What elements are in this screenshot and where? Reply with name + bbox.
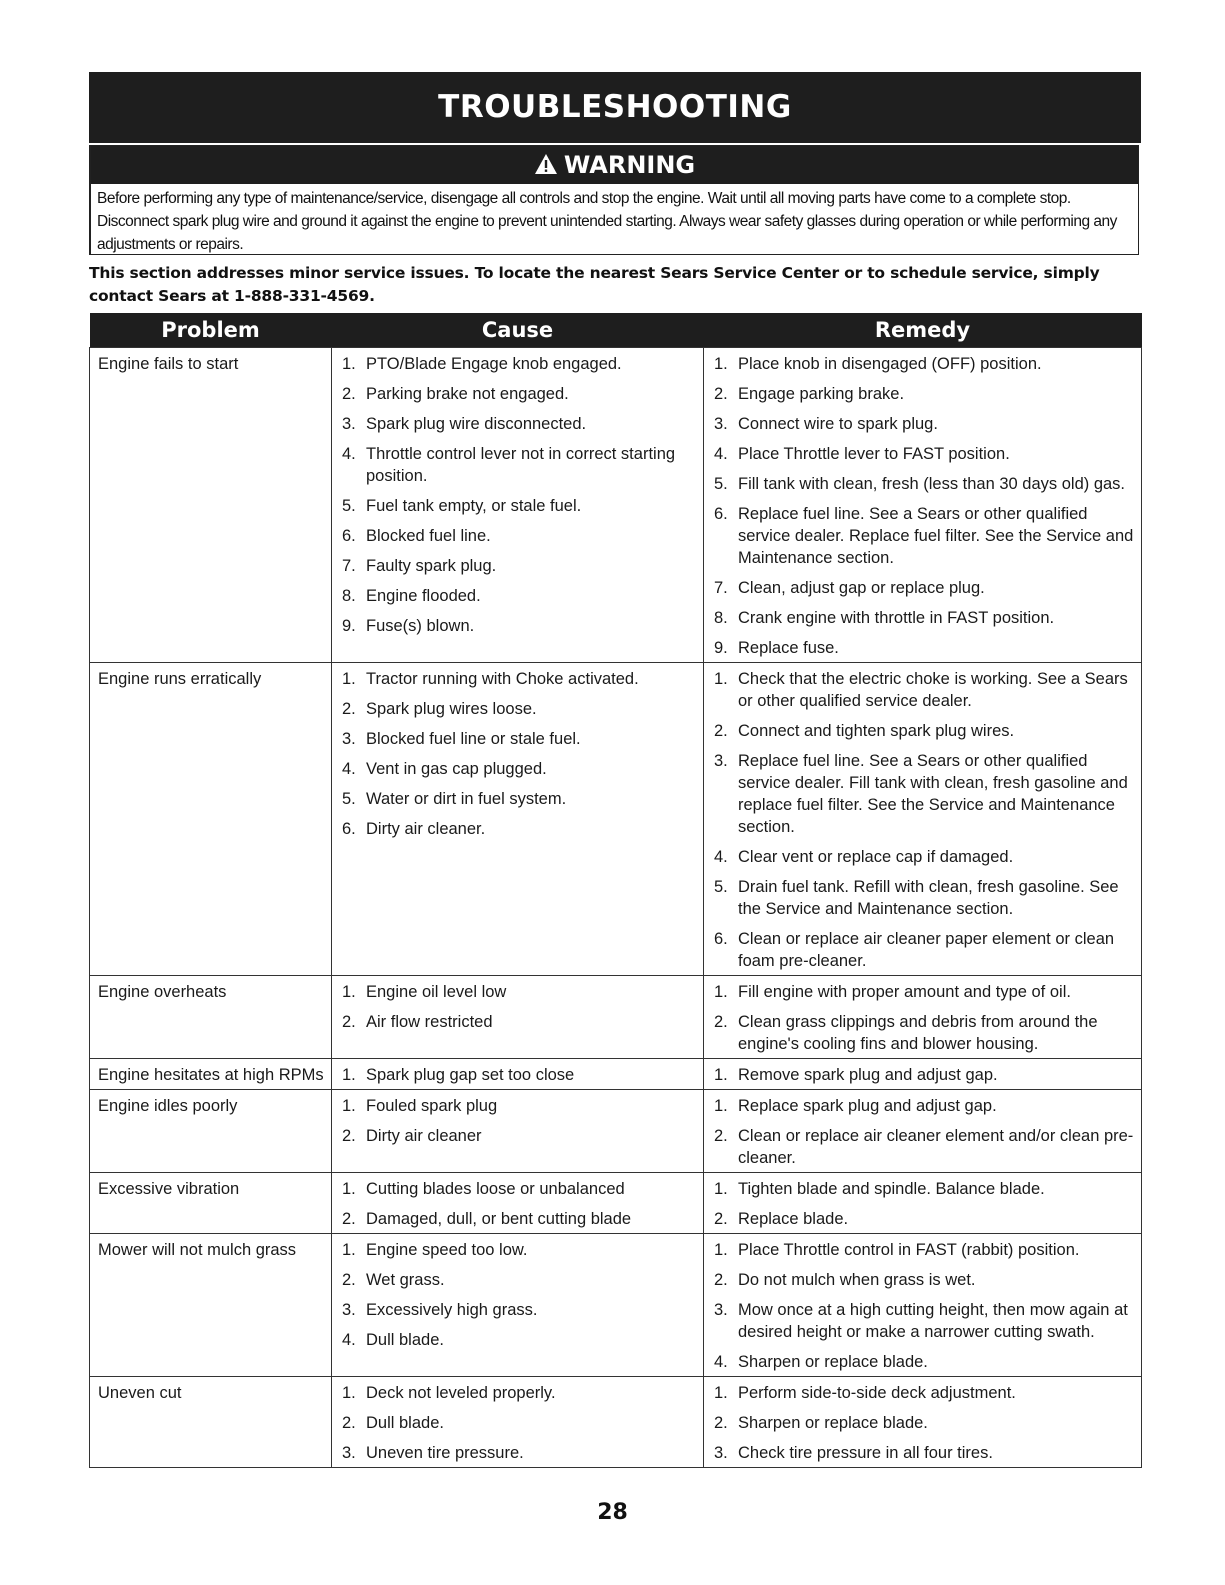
- table-body: [90, 348, 1142, 1468]
- cause-item: [332, 1321, 703, 1351]
- item-text: Clean grass clippings and debris from around the engine's cooling fins and blower housing.: [738, 1013, 1098, 1053]
- item-text: Throttle control lever not in correct starting position.: [366, 445, 676, 485]
- remedy-item: [704, 1291, 1141, 1343]
- remedy-item: [704, 435, 1141, 465]
- item-number: 8.: [714, 609, 728, 627]
- item-text: PTO/Blade Engage knob engaged.: [366, 355, 622, 373]
- cause-cell: [332, 1090, 704, 1173]
- remedy-cell: [704, 1234, 1142, 1377]
- cause-item: [332, 547, 703, 577]
- item-number: 2.: [342, 700, 356, 718]
- item-text: Engine oil level low: [366, 983, 507, 1001]
- remedy-item: [704, 1343, 1141, 1373]
- item-text: Connect and tighten spark plug wires.: [738, 722, 1015, 740]
- remedy-item: [704, 838, 1141, 868]
- item-number: 1.: [342, 355, 356, 373]
- problem-cell: Uneven cut: [90, 1377, 332, 1468]
- table-row: [90, 1173, 1142, 1234]
- remedy-item: [704, 1003, 1141, 1055]
- cause-item: [332, 352, 703, 375]
- remedy-cell: [704, 1090, 1142, 1173]
- cause-item: [332, 1177, 703, 1200]
- item-number: 2.: [342, 385, 356, 403]
- remedy-item: [704, 599, 1141, 629]
- warning-text: Before performing any type of maintenance/service, disengage all controls and stop the engine. Wait until all moving parts have come to a complete stop. Disconnect spark plug wire and ground it against the engine to prevent unintended starting. Always wear safety glasses during operation or while performing any adjustments or repairs.: [97, 190, 1117, 253]
- remedy-item: [704, 1063, 1141, 1086]
- item-text: Fouled spark plug: [366, 1097, 498, 1115]
- item-text: Dirty air cleaner: [366, 1127, 482, 1145]
- table-row: [90, 663, 1142, 976]
- cause-item: [332, 667, 703, 690]
- item-number: 4.: [342, 445, 356, 463]
- cause-item: [332, 780, 703, 810]
- item-number: 2.: [714, 1210, 728, 1228]
- item-text: Clear vent or replace cap if damaged.: [738, 848, 1014, 866]
- remedy-item: [704, 868, 1141, 920]
- item-number: 3.: [342, 1444, 356, 1462]
- table-row: [90, 1377, 1142, 1468]
- item-number: 5.: [342, 497, 356, 515]
- item-text: Blocked fuel line or stale fuel.: [366, 730, 581, 748]
- cause-item: [332, 487, 703, 517]
- item-number: 6.: [342, 527, 356, 545]
- cause-item: [332, 577, 703, 607]
- item-number: 1.: [714, 670, 728, 688]
- table-header-row: [90, 313, 1142, 348]
- cause-item: [332, 1434, 703, 1464]
- remedy-item: [704, 667, 1141, 712]
- item-number: 4.: [714, 445, 728, 463]
- problem-cell: Engine fails to start: [90, 348, 332, 663]
- item-number: 1.: [714, 1066, 728, 1084]
- item-text: Fuel tank empty, or stale fuel.: [366, 497, 582, 515]
- cause-cell: [332, 1234, 704, 1377]
- item-text: Uneven tire pressure.: [366, 1444, 524, 1462]
- item-text: Mow once at a high cutting height, then mow again at desired height or make a narrower cutting swath.: [738, 1301, 1128, 1341]
- table-row: [90, 1059, 1142, 1090]
- cause-item: [332, 1117, 703, 1147]
- cause-cell: [332, 348, 704, 663]
- cause-item: [332, 720, 703, 750]
- item-text: Check tire pressure in all four tires.: [738, 1444, 993, 1462]
- item-text: Faulty spark plug.: [366, 557, 497, 575]
- item-text: Fill tank with clean, fresh (less than 30 days old) gas.: [738, 475, 1126, 493]
- troubleshooting-table: [89, 313, 1142, 1468]
- remedy-item: [704, 495, 1141, 569]
- warning-header: [91, 146, 1138, 184]
- item-number: 4.: [342, 760, 356, 778]
- warning-box: [89, 145, 1139, 255]
- warning-triangle-icon: [534, 148, 558, 186]
- item-number: 4.: [714, 848, 728, 866]
- item-text: Tractor running with Choke activated.: [366, 670, 639, 688]
- remedy-cell: [704, 976, 1142, 1059]
- item-text: Engage parking brake.: [738, 385, 905, 403]
- item-text: Cutting blades loose or unbalanced: [366, 1180, 625, 1198]
- cause-item: [332, 375, 703, 405]
- item-text: Replace fuel line. See a Sears or other qualified service dealer. Replace fuel filter. See the Service and Maintenance section.: [738, 505, 1134, 567]
- cause-cell: [332, 1173, 704, 1234]
- item-number: 2.: [714, 1013, 728, 1031]
- item-text: Engine flooded.: [366, 587, 481, 605]
- item-text: Vent in gas cap plugged.: [366, 760, 547, 778]
- item-number: 5.: [714, 878, 728, 896]
- item-text: Spark plug gap set too close: [366, 1066, 575, 1084]
- problem-cell: Excessive vibration: [90, 1173, 332, 1234]
- item-number: 1.: [714, 355, 728, 373]
- item-text: Fuse(s) blown.: [366, 617, 475, 635]
- cause-item: [332, 1238, 703, 1261]
- remedy-item: [704, 375, 1141, 405]
- remedy-item: [704, 569, 1141, 599]
- cause-item: [332, 1381, 703, 1404]
- item-number: 3.: [342, 730, 356, 748]
- item-text: Sharpen or replace blade.: [738, 1353, 928, 1371]
- item-text: Wet grass.: [366, 1271, 445, 1289]
- remedy-item: [704, 1261, 1141, 1291]
- item-text: Place Throttle control in FAST (rabbit) position.: [738, 1241, 1080, 1259]
- remedy-item: [704, 712, 1141, 742]
- item-number: 4.: [714, 1353, 728, 1371]
- item-number: 2.: [342, 1210, 356, 1228]
- remedy-item: [704, 1094, 1141, 1117]
- item-text: Replace blade.: [738, 1210, 849, 1228]
- cause-item: [332, 1200, 703, 1230]
- item-number: 1.: [342, 1066, 356, 1084]
- remedy-item: [704, 920, 1141, 972]
- cause-cell: [332, 976, 704, 1059]
- cause-item: [332, 1003, 703, 1033]
- item-number: 9.: [714, 639, 728, 657]
- item-text: Sharpen or replace blade.: [738, 1414, 928, 1432]
- item-text: Check that the electric choke is working. See a Sears or other qualified service dealer.: [738, 670, 1128, 710]
- page-number: 28: [597, 1500, 628, 1525]
- item-number: 2.: [714, 385, 728, 403]
- item-text: Clean or replace air cleaner element and/or clean pre-cleaner.: [738, 1127, 1134, 1167]
- cause-item: [332, 1261, 703, 1291]
- item-number: 1.: [714, 1180, 728, 1198]
- item-text: Perform side-to-side deck adjustment.: [738, 1384, 1016, 1402]
- problem-cell: Engine runs erratically: [90, 663, 332, 976]
- item-number: 5.: [342, 790, 356, 808]
- item-number: 2.: [342, 1127, 356, 1145]
- cause-item: [332, 1404, 703, 1434]
- remedy-cell: [704, 1377, 1142, 1468]
- item-number: 1.: [342, 670, 356, 688]
- item-text: Deck not leveled properly.: [366, 1384, 556, 1402]
- warning-label: WARNING: [563, 151, 696, 179]
- page-title: TROUBLESHOOTING: [89, 72, 1141, 143]
- item-number: 3.: [342, 1301, 356, 1319]
- item-number: 1.: [342, 983, 356, 1001]
- item-text: Spark plug wire disconnected.: [366, 415, 587, 433]
- remedy-item: [704, 1117, 1141, 1169]
- cause-item: [332, 517, 703, 547]
- item-text: Place Throttle lever to FAST position.: [738, 445, 1010, 463]
- remedy-item: [704, 405, 1141, 435]
- remedy-item: [704, 1434, 1141, 1464]
- item-number: 6.: [342, 820, 356, 838]
- item-text: Parking brake not engaged.: [366, 385, 569, 403]
- remedy-item: [704, 1200, 1141, 1230]
- item-number: 1.: [714, 1384, 728, 1402]
- table-row: [90, 1090, 1142, 1173]
- header-cause: Cause: [332, 313, 704, 348]
- item-text: Blocked fuel line.: [366, 527, 491, 545]
- table-row: [90, 1234, 1142, 1377]
- item-number: 1.: [714, 983, 728, 1001]
- item-number: 1.: [714, 1097, 728, 1115]
- item-number: 5.: [714, 475, 728, 493]
- remedy-item: [704, 352, 1141, 375]
- intro-text: This section addresses minor service issues. To locate the nearest Sears Service Center or to schedule service, simply contact Sears at 1-888-331-4569.: [89, 264, 1100, 305]
- item-text: Crank engine with throttle in FAST position.: [738, 609, 1055, 627]
- remedy-item: [704, 465, 1141, 495]
- item-text: Do not mulch when grass is wet.: [738, 1271, 976, 1289]
- item-text: Replace fuse.: [738, 639, 839, 657]
- item-number: 2.: [714, 1271, 728, 1289]
- remedy-item: [704, 629, 1141, 659]
- problem-cell: Mower will not mulch grass: [90, 1234, 332, 1377]
- remedy-item: [704, 980, 1141, 1003]
- item-number: 3.: [714, 752, 728, 770]
- cause-cell: [332, 1059, 704, 1090]
- table-row: [90, 348, 1142, 663]
- item-number: 9.: [342, 617, 356, 635]
- cause-cell: [332, 1377, 704, 1468]
- item-text: Connect wire to spark plug.: [738, 415, 938, 433]
- header-problem: Problem: [90, 313, 332, 348]
- item-text: Remove spark plug and adjust gap.: [738, 1066, 998, 1084]
- item-text: Replace fuel line. See a Sears or other qualified service dealer. Fill tank with clean, fresh gasoline and replace fuel filter. See the Service and Maintenance section.: [738, 752, 1128, 836]
- item-text: Drain fuel tank. Refill with clean, fresh gasoline. See the Service and Maintenance section.: [738, 878, 1119, 918]
- item-text: Dull blade.: [366, 1331, 444, 1349]
- item-text: Damaged, dull, or bent cutting blade: [366, 1210, 632, 1228]
- item-text: Dirty air cleaner.: [366, 820, 486, 838]
- cause-item: [332, 750, 703, 780]
- remedy-item: [704, 1404, 1141, 1434]
- item-text: Place knob in disengaged (OFF) position.: [738, 355, 1042, 373]
- item-text: Spark plug wires loose.: [366, 700, 537, 718]
- item-number: 2.: [342, 1414, 356, 1432]
- item-text: Replace spark plug and adjust gap.: [738, 1097, 997, 1115]
- item-number: 2.: [342, 1013, 356, 1031]
- item-number: 1.: [342, 1241, 356, 1259]
- cause-item: [332, 810, 703, 840]
- remedy-item: [704, 1381, 1141, 1404]
- item-number: 4.: [342, 1331, 356, 1349]
- cause-item: [332, 690, 703, 720]
- cause-item: [332, 1291, 703, 1321]
- header-remedy: Remedy: [704, 313, 1142, 348]
- item-text: Engine speed too low.: [366, 1241, 528, 1259]
- item-number: 3.: [714, 415, 728, 433]
- item-text: Tighten blade and spindle. Balance blade.: [738, 1180, 1045, 1198]
- item-number: 3.: [342, 415, 356, 433]
- item-number: 2.: [342, 1271, 356, 1289]
- item-text: Fill engine with proper amount and type of oil.: [738, 983, 1071, 1001]
- cause-cell: [332, 663, 704, 976]
- remedy-item: [704, 742, 1141, 838]
- table-row: [90, 976, 1142, 1059]
- item-number: 7.: [342, 557, 356, 575]
- item-number: 1.: [342, 1180, 356, 1198]
- item-text: Excessively high grass.: [366, 1301, 538, 1319]
- item-number: 2.: [714, 722, 728, 740]
- cause-item: [332, 435, 703, 487]
- item-text: Air flow restricted: [366, 1013, 493, 1031]
- item-number: 2.: [714, 1414, 728, 1432]
- cause-item: [332, 405, 703, 435]
- problem-cell: Engine hesitates at high RPMs: [90, 1059, 332, 1090]
- remedy-item: [704, 1177, 1141, 1200]
- item-text: Clean, adjust gap or replace plug.: [738, 579, 985, 597]
- item-number: 1.: [342, 1097, 356, 1115]
- problem-cell: Engine overheats: [90, 976, 332, 1059]
- item-text: Clean or replace air cleaner paper element or clean foam pre-cleaner.: [738, 930, 1115, 970]
- item-number: 7.: [714, 579, 728, 597]
- remedy-cell: [704, 663, 1142, 976]
- item-number: 8.: [342, 587, 356, 605]
- item-number: 3.: [714, 1444, 728, 1462]
- remedy-cell: [704, 1059, 1142, 1090]
- item-number: 1.: [714, 1241, 728, 1259]
- item-number: 6.: [714, 930, 728, 948]
- item-number: 2.: [714, 1127, 728, 1145]
- item-text: Water or dirt in fuel system.: [366, 790, 567, 808]
- remedy-cell: [704, 1173, 1142, 1234]
- item-number: 1.: [342, 1384, 356, 1402]
- item-number: 3.: [714, 1301, 728, 1319]
- item-number: 6.: [714, 505, 728, 523]
- cause-item: [332, 980, 703, 1003]
- remedy-item: [704, 1238, 1141, 1261]
- item-text: Dull blade.: [366, 1414, 444, 1432]
- cause-item: [332, 607, 703, 637]
- cause-item: [332, 1063, 703, 1086]
- remedy-cell: [704, 348, 1142, 663]
- problem-cell: Engine idles poorly: [90, 1090, 332, 1173]
- cause-item: [332, 1094, 703, 1117]
